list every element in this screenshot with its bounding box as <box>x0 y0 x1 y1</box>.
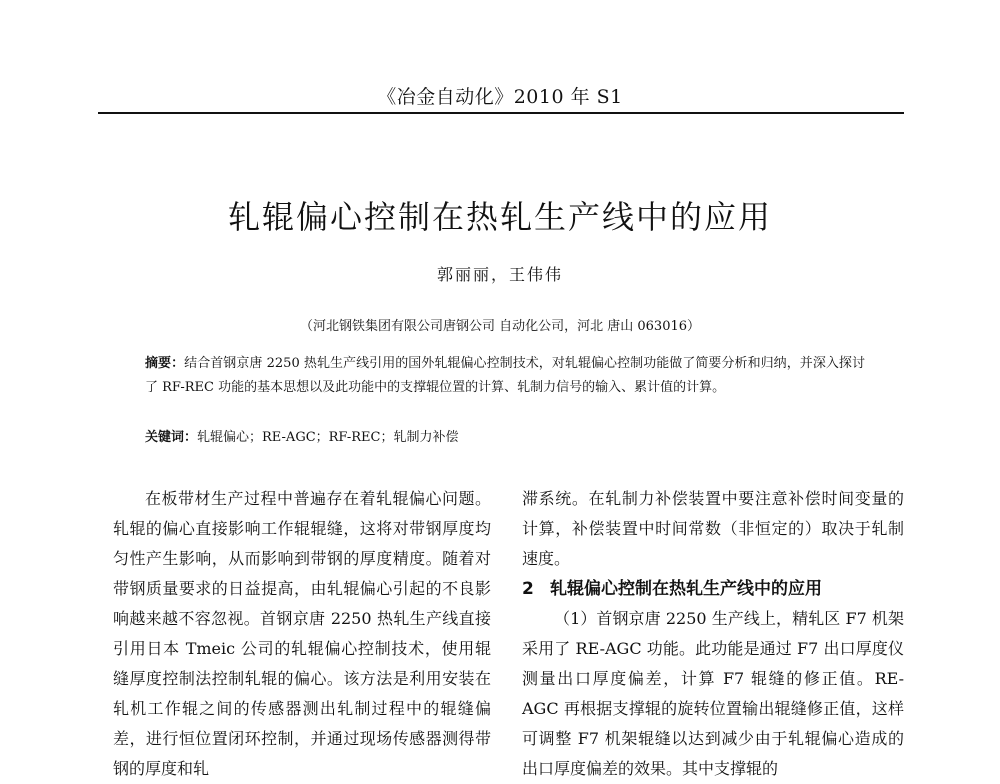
right-column <box>522 484 904 784</box>
abstract-label: 摘要： <box>145 356 185 371</box>
section-title: 轧辊偏心控制在热轧生产线中的应用 <box>550 579 822 599</box>
body-paragraph-continued: 滞系统。在轧制力补偿装置中要注意补偿时间变量的计算，补偿装置中时间常数（非恒定的）取决于轧制速度。 <box>522 489 904 568</box>
keywords <box>145 428 865 448</box>
abstract <box>145 352 865 400</box>
section-number: 2 <box>522 579 534 599</box>
header-rule <box>98 112 904 114</box>
keywords-text: 轧辊偏心；RE-AGC；RF-REC；轧制力补偿 <box>197 430 459 445</box>
body-paragraph: 在板带材生产过程中普遍存在着轧辊偏心问题。轧辊的偏心直接影响工作辊辊缝，这将对带钢厚度均匀性产生影响，从而影响到带钢的厚度精度。随着对带钢质量要求的日益提高，由轧辊偏心引起的不良影响越来越不容忽视。首钢京唐 2250 热轧生产线直接引用日本 Tmeic 公司的轧辊偏心控制技术，使用辊缝厚度控制法控制轧辊的偏心。该方法是利用安装在轧机工作辊之间的传感器测出轧制过程中的辊缝偏差，进行恒位置闭环控制，并通过现场传感器测得带钢的厚度和轧 <box>113 489 491 778</box>
abstract-text: 结合首钢京唐 2250 热轧生产线引用的国外轧辊偏心控制技术，对轧辊偏心控制功能做了简要分析和归纳，并深入探讨了 RF-REC 功能的基本思想以及此功能中的支撑辊位置的计算、轧制力信号的输入、累计值的计算。 <box>145 356 865 395</box>
body-paragraph: （1）首钢京唐 2250 生产线上，精轧区 F7 机架采用了 RE-AGC 功能。此功能是通过 F7 出口厚度仪测量出口厚度偏差，计算 F7 辊缝的修正值。RE-AGC 再根据支撑辊的旋转位置输出辊缝修正值，这样可调整 F7 机架辊缝以达到减少由于轧辊偏心造成的出口厚度偏差的效果。其中支撑辊的 <box>522 609 904 778</box>
article-authors: 郭丽丽，王伟伟 <box>436 265 563 284</box>
left-column <box>113 484 491 784</box>
article-affiliation: （河北钢铁集团有限公司唐钢公司 自动化公司，河北 唐山 063016） <box>299 319 701 334</box>
journal-header: 《冶金自动化》2010 年 S1 <box>377 86 623 108</box>
keywords-label: 关键词： <box>145 430 198 445</box>
section-heading <box>522 574 904 604</box>
article-title: 轧辊偏心控制在热轧生产线中的应用 <box>227 198 772 236</box>
